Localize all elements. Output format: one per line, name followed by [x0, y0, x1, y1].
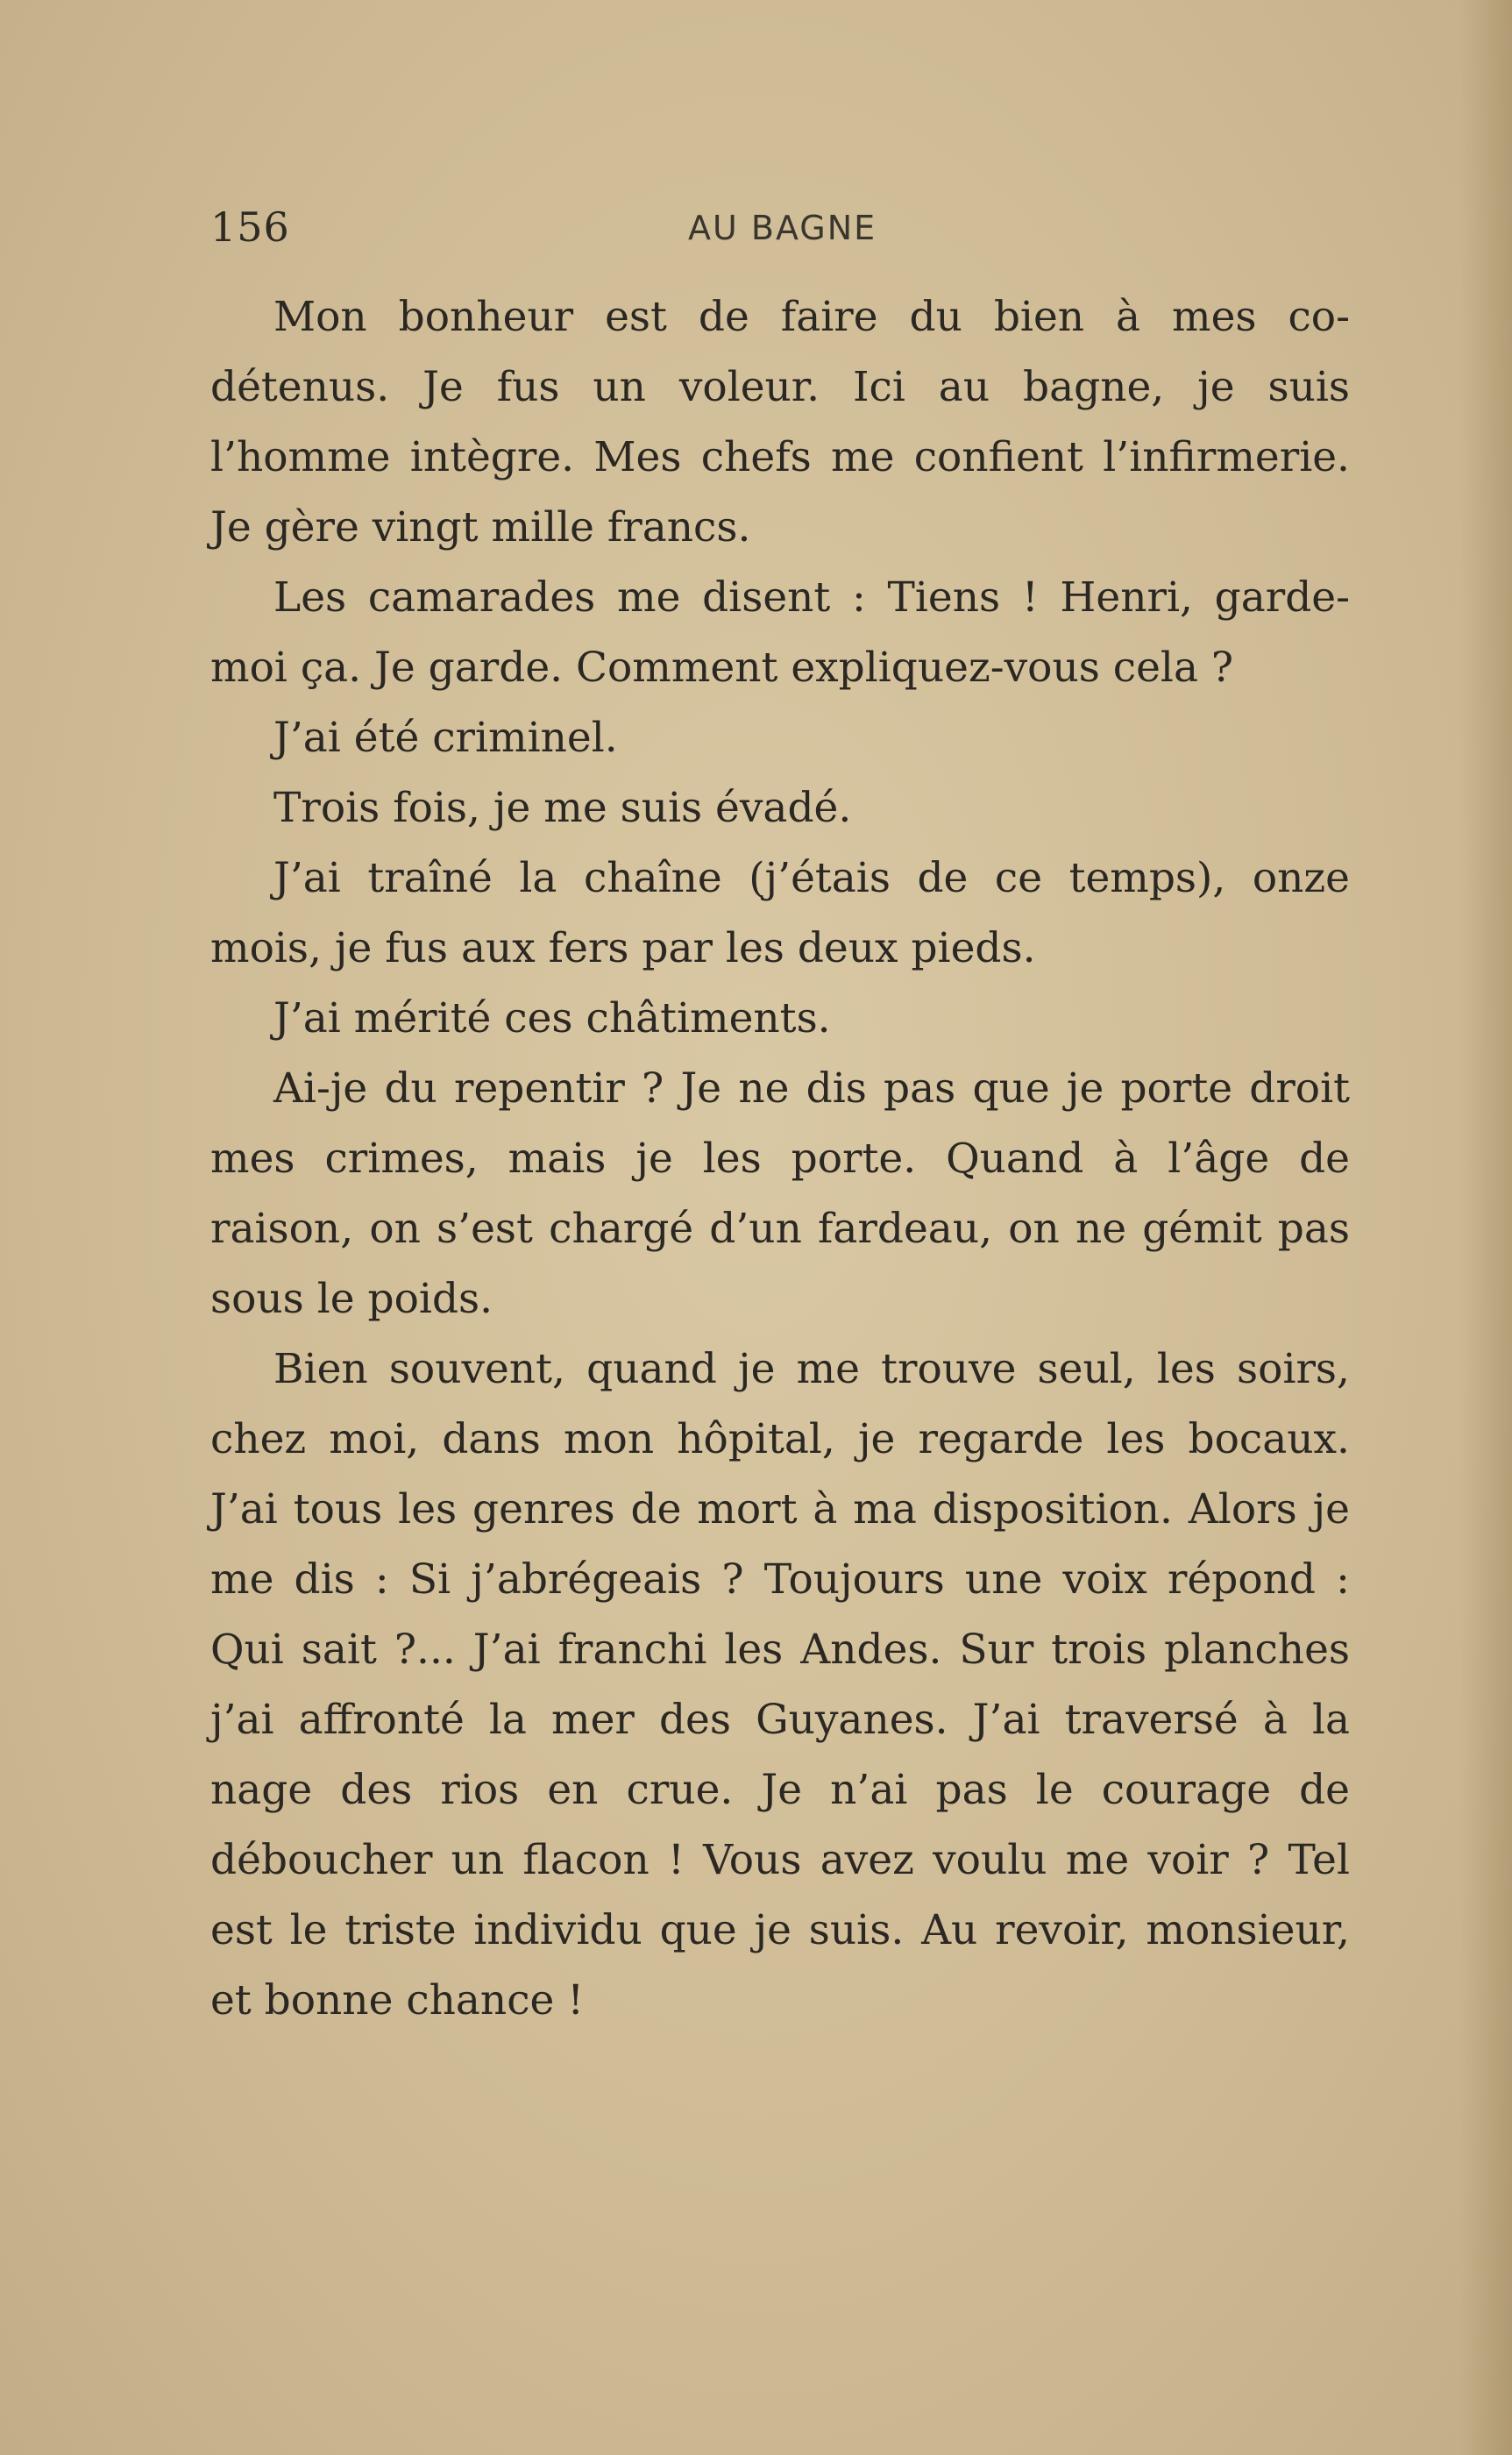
page-edge-shadow: [1459, 0, 1512, 2455]
running-head: [210, 203, 1350, 256]
paragraph: J’ai été criminel.: [273, 714, 618, 762]
paragraph: Les camarades me disent : Tiens ! Henri, garde-moi ça. Je garde. Comment expliquez-vous cela ?: [210, 573, 1350, 692]
paragraph: Trois fois, je me suis évadé.: [273, 784, 852, 832]
paragraph: J’ai mérité ces châtiments.: [273, 994, 831, 1042]
paragraph: J’ai traîné la chaîne (j’étais de ce temps), onze mois, je fus aux fers par les deux pieds.: [210, 854, 1350, 972]
paragraph: Ai-je du repentir ? Je ne dis pas que je porte droit mes crimes, mais je les porte. Quand à l’âge de raison, on s’est chargé d’un fardeau, on ne gémit pas sous le poids.: [210, 1064, 1350, 1323]
body-text: [210, 282, 1350, 2036]
running-title: AU BAGNE: [688, 209, 877, 247]
paragraph: Bien souvent, quand je me trouve seul, les soirs, chez moi, dans mon hôpital, je regarde les bocaux. J’ai tous les genres de mort à ma disposition. Alors je me dis : Si j’abrégeais ? Toujours une voix répond : Qui sait ?... J’ai franchi les Andes. Sur trois planches j’ai affronté la mer des Guyanes. J’ai traversé à la nage des rios en crue. Je n’ai pas le courage de déboucher un flacon ! Vous avez voulu me voir ? Tel est le triste individu que je suis. Au revoir, monsieur, et bonne chance !: [210, 1345, 1350, 2024]
page-number: 156: [210, 203, 290, 251]
paragraph: Mon bonheur est de faire du bien à mes co-détenus. Je fus un voleur. Ici au bagne, je suis l’homme intègre. Mes chefs me confient l’infirmerie. Je gère vingt mille francs.: [210, 293, 1350, 551]
